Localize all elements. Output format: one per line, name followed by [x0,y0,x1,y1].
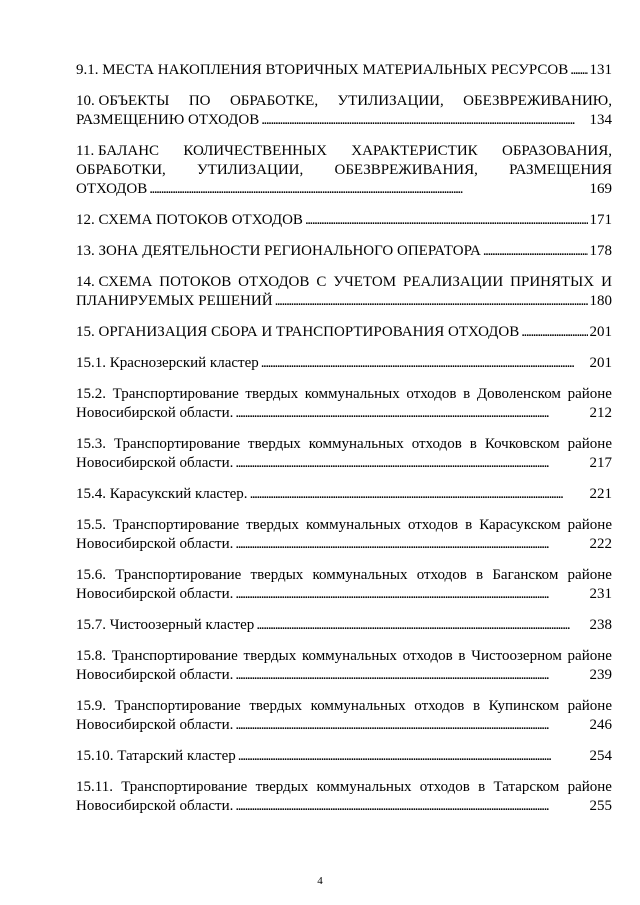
toc-word: твердых [246,517,299,533]
toc-entry-title: 15.1. Краснозерский кластер [76,355,259,371]
toc-line [76,161,612,180]
toc-word: коммунальных [316,779,412,795]
toc-entry[interactable] [76,92,612,130]
dot-leader [250,485,588,504]
toc-word: ОБРАЗОВАНИЯ, [501,143,612,159]
toc-line [76,616,612,635]
toc-entry-title: 15.4. Карасукский кластер. [76,486,248,502]
toc-word: районе [567,567,612,583]
toc-word: в [476,567,484,583]
toc-word: И [601,274,612,290]
toc-line [76,354,612,373]
toc-entry-title: Новосибирской области. [76,405,234,421]
toc-line [76,273,612,292]
toc-page-number: 178 [589,243,612,259]
toc-word: ОБЕЗВРЕЖИВАНИЮ, [463,93,612,109]
toc-line [76,404,612,423]
toc-word: отходов [402,648,453,664]
toc-line [76,142,612,161]
toc-page-number: 201 [589,355,612,371]
toc-word: Татарском [493,779,560,795]
toc-word: в [463,386,471,402]
toc-entry-title: 12. СХЕМА ПОТОКОВ ОТХОДОВ [76,212,303,228]
dot-leader [235,404,587,423]
toc-word: Баганском [492,567,559,583]
dot-leader [256,616,587,635]
toc-entry-title: 15.7. Чистоозерный кластер [76,617,255,633]
toc-word: ПОТОКОВ [159,274,232,290]
toc-word: Карасукском [479,517,561,533]
toc-line [76,242,612,261]
toc-entry-title: Новосибирской области. [76,717,234,733]
toc-line [76,716,612,735]
toc-entry-title: 9.1. МЕСТА НАКОПЛЕНИЯ ВТОРИЧНЫХ МАТЕРИАЛЬНЫХ РЕСУРСОВ [76,62,569,78]
toc-word: ПРИНЯТЫХ [510,274,595,290]
toc-entry-title: 15.10. Татарский кластер [76,748,236,764]
toc-line [76,585,612,604]
toc-page-number: 222 [589,536,612,552]
toc-word: твердых [249,698,303,714]
toc-line [76,535,612,554]
toc-entry[interactable] [76,142,612,199]
toc-entry[interactable] [76,566,612,604]
toc-word: в [465,517,473,533]
toc-entry[interactable] [76,485,612,504]
toc-word: отходов [407,517,459,533]
toc-page-number: 217 [589,455,612,471]
toc-word: в [458,648,466,664]
toc-word: РЕАЛИЗАЦИИ [403,274,504,290]
toc-word: УЧЕТОМ [333,274,397,290]
toc-word: 15.3. [76,436,106,452]
toc-entry[interactable] [76,323,612,342]
toc-entry-title: Новосибирской области. [76,536,234,552]
toc-word: коммунальных [304,386,400,402]
toc-word: РАЗМЕЩЕНИЯ [509,162,612,178]
toc-page-number: 169 [589,181,612,197]
toc-line [76,797,612,816]
dot-leader [235,666,587,685]
toc-word: ОТХОДОВ [238,274,310,290]
toc-word: коммунальных [301,648,397,664]
toc-entry[interactable] [76,647,612,685]
toc-entry-title: Новосибирской области. [76,586,234,602]
toc-word: 15.5. [76,517,106,533]
toc-entry[interactable] [76,778,612,816]
toc-page-number: 134 [589,112,612,128]
toc-word: Транспортирование [121,779,248,795]
toc-word: КОЛИЧЕСТВЕННЫХ [183,143,327,159]
toc-line [76,61,612,80]
toc-word: 15.2. [76,386,106,402]
toc-word: коммунальных [308,436,404,452]
toc-word: Транспортирование [111,648,238,664]
toc-word: районе [567,517,612,533]
toc-page-number: 246 [589,717,612,733]
toc-word: С [316,274,327,290]
toc-entry[interactable] [76,354,612,373]
toc-entry[interactable] [76,385,612,423]
toc-page-number: 201 [589,324,612,340]
toc-entry-title: ОТХОДОВ [76,181,148,197]
toc-word: 14. СХЕМА [76,274,153,290]
toc-word: коммунальных [312,567,408,583]
toc-word: 15.8. [76,648,106,664]
toc-line [76,323,612,342]
toc-entry[interactable] [76,747,612,766]
toc-word: Кочковском [484,436,560,452]
toc-word: Транспортирование [113,436,241,452]
dot-leader [149,180,587,199]
toc-word: отходов [406,386,457,402]
toc-entry-title: Новосибирской области. [76,667,234,683]
toc-word: Доволенском [476,386,561,402]
dot-leader [235,454,587,473]
toc-line [76,385,612,404]
toc-word: УТИЛИЗАЦИИ, [197,162,304,178]
toc-line [76,111,612,130]
toc-line [76,647,612,666]
toc-page-number: 171 [589,212,612,228]
toc-word: Транспортирование [113,517,240,533]
toc-word: в [472,698,481,714]
toc-line [76,778,612,797]
toc-line [76,435,612,454]
toc-word: твердых [255,779,309,795]
toc-line [76,747,612,766]
toc-page-number: 231 [589,586,612,602]
toc-line [76,211,612,230]
toc-word: районе [567,648,612,664]
dot-leader [261,354,588,373]
toc-word: твердых [245,386,299,402]
toc-word: коммунальных [310,698,406,714]
dot-leader [483,242,588,261]
toc-line [76,485,612,504]
dot-leader [235,585,587,604]
toc-word: ПО [188,93,211,109]
toc-word: коммунальных [305,517,401,533]
toc-word: районе [567,436,612,452]
toc-word: Чистоозерном [471,648,562,664]
toc-word: УТИЛИЗАЦИИ, [337,93,444,109]
toc-word: ОБЕЗВРЕЖИВАНИЯ, [334,162,478,178]
toc-entry-title: Новосибирской области. [76,455,234,471]
toc-entry-title: 13. ЗОНА ДЕЯТЕЛЬНОСТИ РЕГИОНАЛЬНОГО ОПЕРАТОРА [76,243,481,259]
toc-word: Транспортирование [114,698,241,714]
toc-word: твердых [248,436,301,452]
toc-entry[interactable] [76,435,612,473]
toc-entry[interactable] [76,273,612,311]
toc-entry-title: ПЛАНИРУЕМЫХ РЕШЕНИЙ [76,293,273,309]
dot-leader [235,535,587,554]
toc-line [76,666,612,685]
toc-word: в [478,779,486,795]
toc-entry[interactable] [76,616,612,635]
dot-leader [261,111,587,130]
toc-word: Транспортирование [112,386,239,402]
toc-entry[interactable] [76,697,612,735]
toc-page-number: 238 [589,617,612,633]
toc-line [76,566,612,585]
toc-entry[interactable] [76,242,612,261]
dot-leader [235,797,587,816]
toc-word: районе [567,698,612,714]
toc-line [76,180,612,199]
toc-word: ХАРАКТЕРИСТИК [351,143,478,159]
toc-word: отходов [411,436,462,452]
toc-entry[interactable] [76,61,612,80]
toc-line [76,697,612,716]
toc-word: 11. БАЛАНС [76,143,160,159]
toc-page-number: 239 [589,667,612,683]
toc-line [76,454,612,473]
dot-leader [238,747,588,766]
toc-word: районе [567,386,612,402]
toc-word: твердых [243,648,297,664]
dot-leader [275,292,588,311]
toc-page-number: 255 [589,798,612,814]
toc-line [76,292,612,311]
toc-line [76,516,612,535]
toc-entry[interactable] [76,516,612,554]
toc-word: отходов [414,698,465,714]
toc-page-number: 180 [589,293,612,309]
toc-word: ОБРАБОТКЕ, [229,93,319,109]
toc-line [76,92,612,111]
page-number: 4 [317,875,323,887]
toc-word: районе [567,779,612,795]
toc-entry-title: 15. ОРГАНИЗАЦИЯ СБОРА И ТРАНСПОРТИРОВАНИЯ ОТХОДОВ [76,324,520,340]
toc-page-number: 131 [589,62,612,78]
toc-entry-title: РАЗМЕЩЕНИЮ ОТХОДОВ [76,112,260,128]
dot-leader [521,323,587,342]
toc-word: Купинском [488,698,560,714]
toc-page-number: 212 [589,405,612,421]
dot-leader [305,211,588,230]
toc-entry[interactable] [76,211,612,230]
table-of-contents [76,61,612,816]
toc-word: ОБРАБОТКИ, [76,162,166,178]
toc-word: 10. ОБЪЕКТЫ [76,93,170,109]
toc-word: 15.6. [76,567,106,583]
dot-leader [235,716,587,735]
toc-word: 15.9. [76,698,106,714]
dot-leader [570,61,587,80]
toc-word: Транспортирование [115,567,242,583]
toc-word: отходов [416,567,467,583]
toc-entry-title: Новосибирской области. [76,798,234,814]
toc-word: 15.11. [76,779,113,795]
toc-word: отходов [419,779,470,795]
toc-word: в [469,436,477,452]
toc-page-number: 254 [589,748,612,764]
toc-page-number: 221 [589,486,612,502]
toc-word: твердых [250,567,304,583]
